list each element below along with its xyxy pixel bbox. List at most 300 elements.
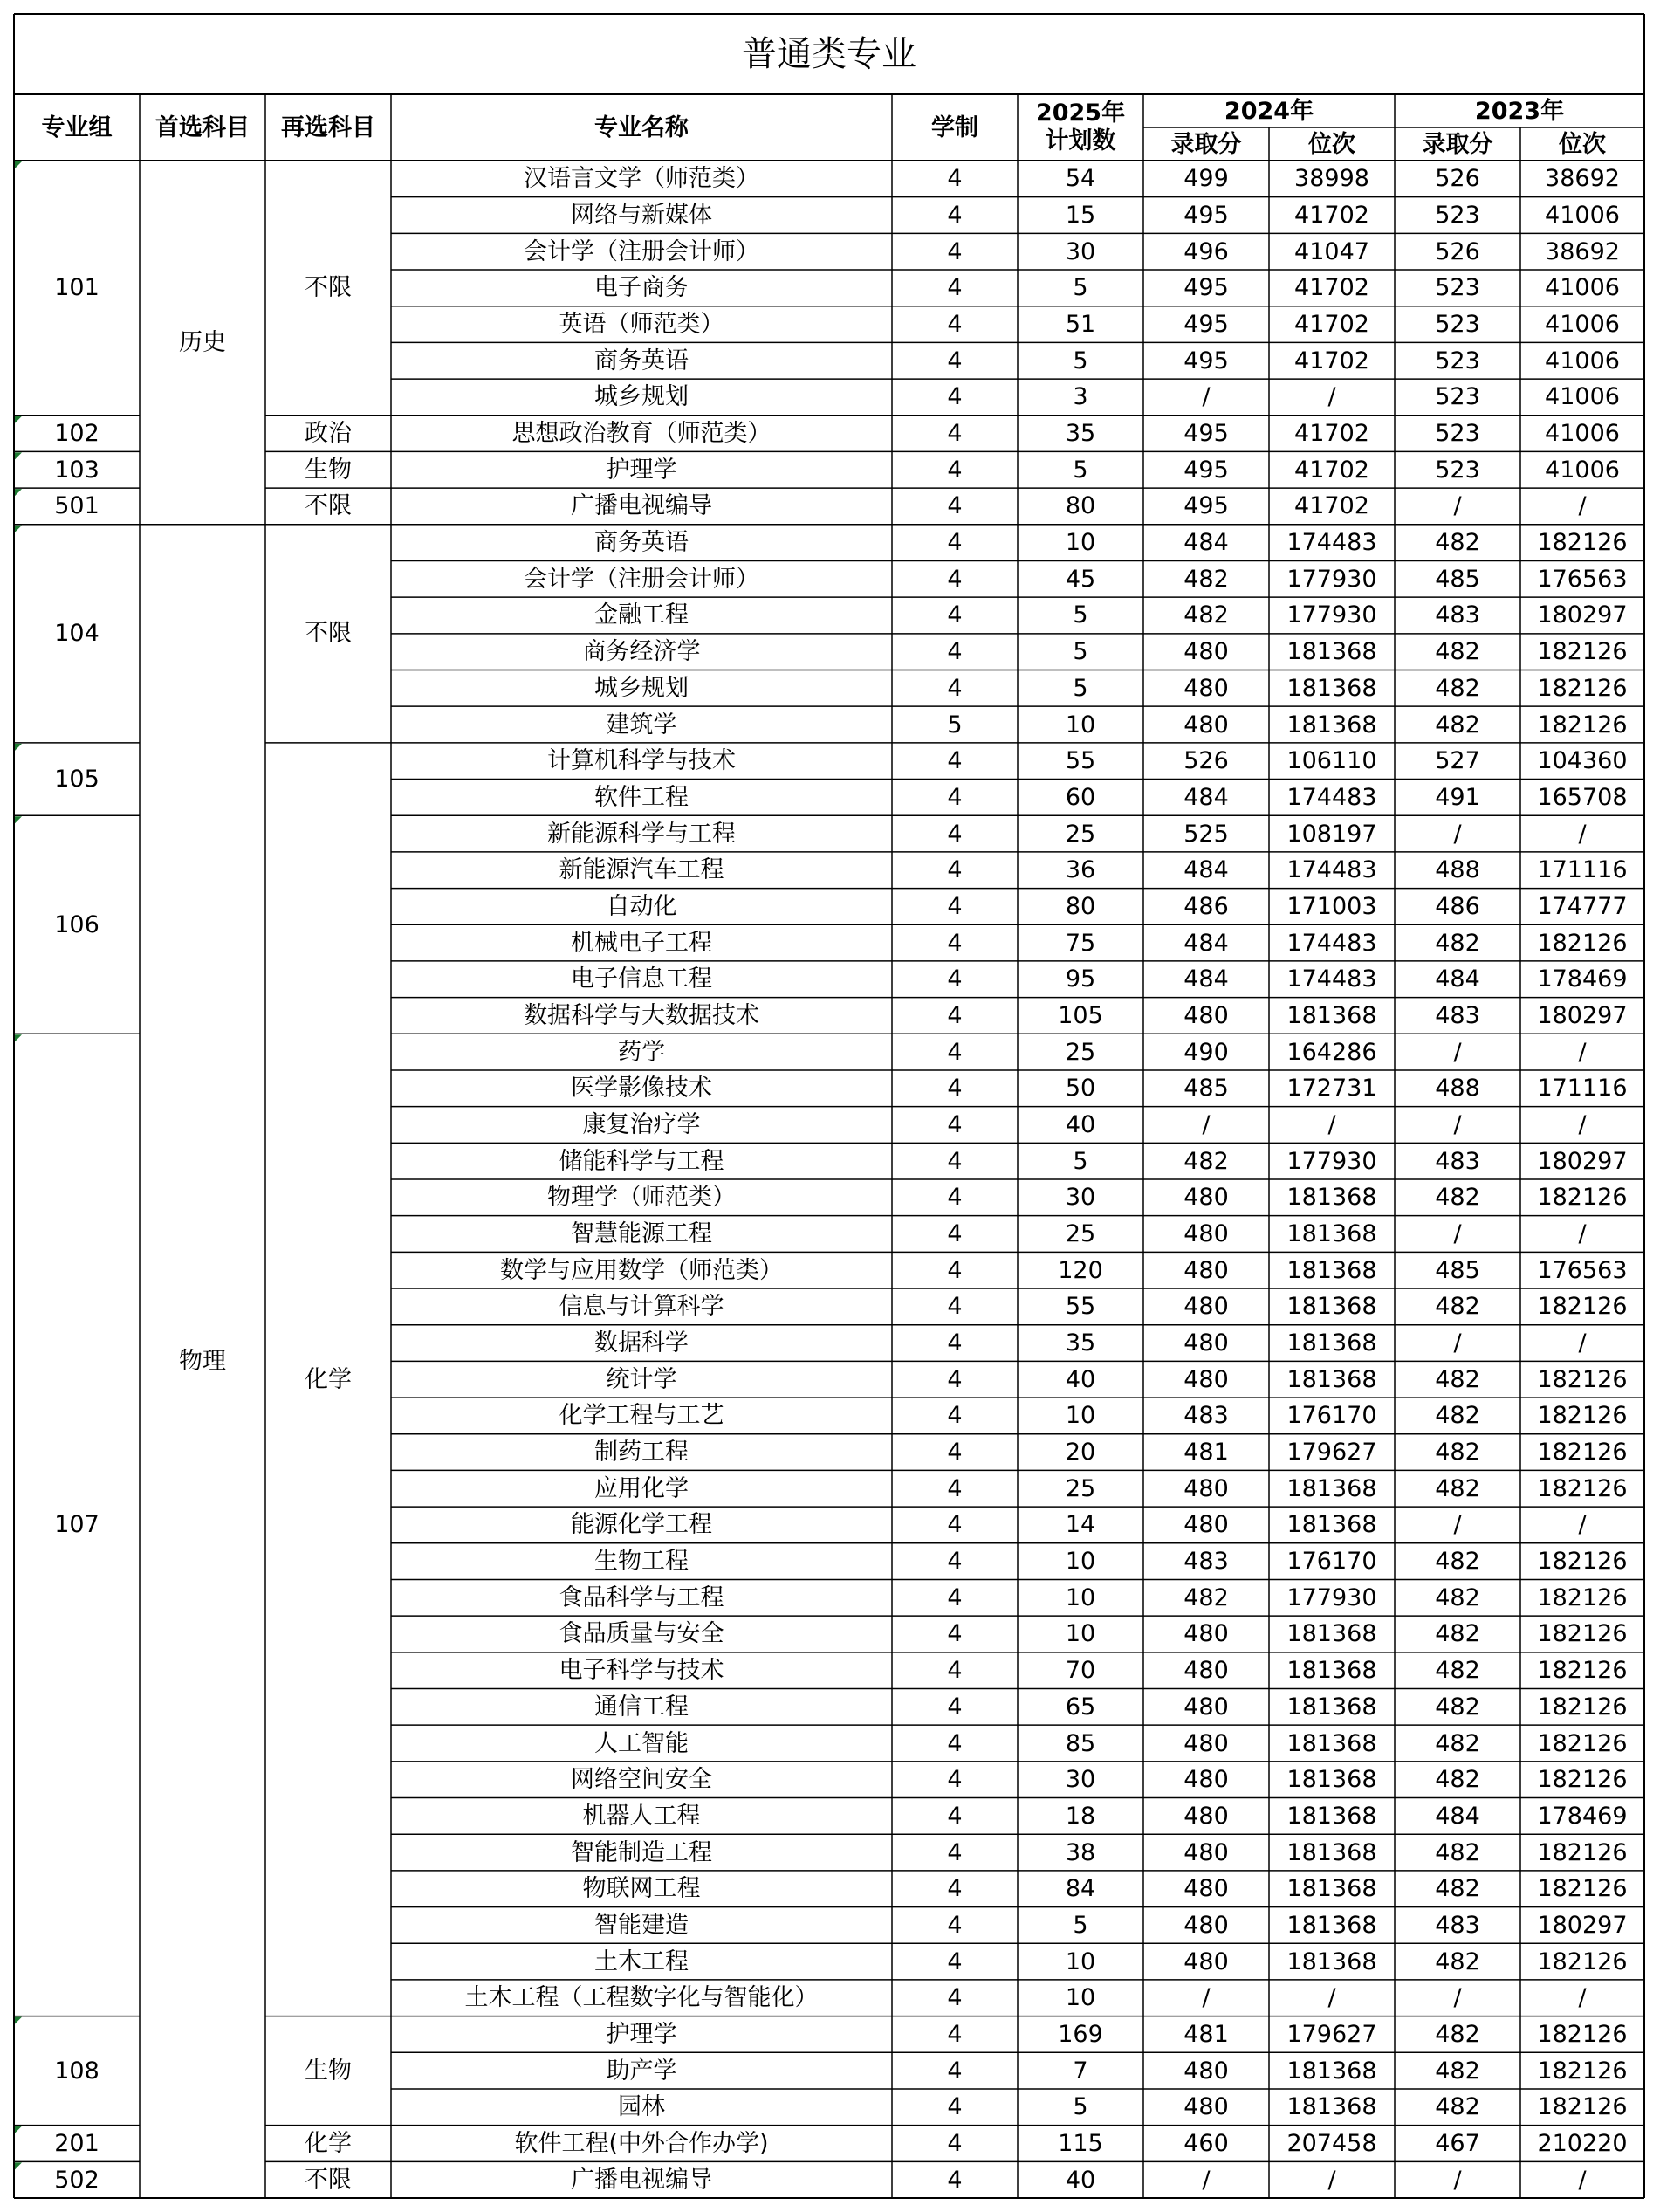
cell-rank-2024: 181368 — [1286, 1729, 1377, 1757]
cell-major-name: 土木工程（工程数字化与智能化） — [464, 1984, 819, 2012]
cell-rank-2023: 171116 — [1537, 1075, 1628, 1103]
table-title: 普通类专业 — [742, 34, 916, 74]
cell-score-2024: 480 — [1183, 1511, 1229, 1539]
cell-rank-2023: / — [1578, 2166, 1587, 2194]
cell-major-name: 网络空间安全 — [571, 1766, 712, 1794]
cell-duration: 4 — [947, 965, 963, 993]
cell-score-2024: 483 — [1183, 1402, 1229, 1430]
cell-score-2024: / — [1202, 383, 1211, 411]
cell-duration: 4 — [947, 1439, 963, 1467]
cell-score-2023: 482 — [1435, 1184, 1480, 1212]
cell-score-2024: 495 — [1183, 347, 1229, 374]
cell-rank-2024: 181368 — [1286, 1802, 1377, 1830]
cell-plan-count: 14 — [1065, 1511, 1096, 1539]
cell-plan-count: 5 — [1073, 347, 1088, 374]
cell-major-name: 园林 — [618, 2093, 665, 2121]
cell-rank-2024: 181368 — [1286, 1875, 1377, 1903]
cell-plan-count: 5 — [1073, 638, 1088, 666]
cell-plan-count: 3 — [1073, 383, 1088, 411]
cell-major-name: 医学影像技术 — [571, 1075, 712, 1103]
cell-plan-count: 51 — [1065, 311, 1096, 339]
cell-score-2024: 480 — [1183, 1184, 1229, 1212]
group-cell: 106 — [54, 910, 99, 938]
cell-rank-2023: 210220 — [1537, 2129, 1628, 2157]
cell-duration: 5 — [947, 711, 963, 738]
cell-score-2023: 482 — [1435, 1620, 1480, 1648]
cell-rank-2024: 176170 — [1286, 1548, 1377, 1576]
cell-score-2024: 480 — [1183, 1365, 1229, 1393]
cell-major-name: 商务经济学 — [582, 638, 701, 666]
cell-major-name: 广播电视编导 — [571, 492, 712, 520]
cell-score-2024: 482 — [1183, 565, 1229, 593]
cell-rank-2023: 174777 — [1537, 892, 1628, 920]
cell-rank-2023: 180297 — [1537, 601, 1628, 629]
cell-duration: 4 — [947, 1911, 963, 1939]
cell-score-2024: 480 — [1183, 1693, 1229, 1721]
cell-plan-count: 25 — [1065, 1474, 1096, 1502]
cell-score-2023: / — [1453, 492, 1462, 520]
cell-score-2024: 495 — [1183, 274, 1229, 302]
cell-major-name: 商务英语 — [594, 529, 689, 557]
cell-score-2024: 480 — [1183, 638, 1229, 666]
second-subject-cell: 化学 — [305, 2129, 352, 2157]
cell-score-2024: 480 — [1183, 1766, 1229, 1794]
first-subject-cell: 物理 — [179, 1347, 226, 1375]
cell-score-2023: 484 — [1435, 965, 1480, 993]
cell-duration: 4 — [947, 1948, 963, 1975]
cell-score-2024: / — [1202, 1110, 1211, 1138]
cell-plan-count: 25 — [1065, 1220, 1096, 1247]
cell-score-2024: 481 — [1183, 2020, 1229, 2048]
cell-major-name: 康复治疗学 — [582, 1110, 701, 1138]
cell-rank-2023: 182126 — [1537, 1402, 1628, 1430]
cell-major-name: 物联网工程 — [582, 1875, 701, 1903]
cell-score-2023: 488 — [1435, 856, 1480, 884]
cell-rank-2024: 181368 — [1286, 1838, 1377, 1866]
cell-duration: 4 — [947, 202, 963, 229]
cell-score-2023: 482 — [1435, 2020, 1480, 2048]
cell-score-2023: 482 — [1435, 929, 1480, 957]
second-subject-cell: 化学 — [305, 1365, 352, 1393]
cell-score-2024: 496 — [1183, 237, 1229, 265]
cell-major-name: 新能源汽车工程 — [559, 856, 724, 884]
cell-rank-2023: / — [1578, 1110, 1587, 1138]
cell-rank-2023: 182126 — [1537, 1583, 1628, 1611]
cell-rank-2023: 182126 — [1537, 1875, 1628, 1903]
header-2023-rank: 位次 — [1559, 130, 1606, 158]
cell-plan-count: 105 — [1058, 1001, 1103, 1029]
cell-major-name: 智能制造工程 — [571, 1838, 712, 1866]
cell-plan-count: 30 — [1065, 1184, 1096, 1212]
cell-score-2023: 523 — [1435, 274, 1480, 302]
cell-rank-2023: 41006 — [1545, 274, 1620, 302]
cell-rank-2023: 41006 — [1545, 420, 1620, 448]
cell-plan-count: 55 — [1065, 747, 1096, 775]
cell-score-2024: 480 — [1183, 1001, 1229, 1029]
cell-rank-2023: / — [1578, 1511, 1587, 1539]
cell-score-2024: 480 — [1183, 674, 1229, 702]
cell-rank-2023: 182126 — [1537, 2057, 1628, 2085]
cell-duration: 4 — [947, 311, 963, 339]
header-duration: 学制 — [931, 113, 978, 141]
cell-duration: 4 — [947, 747, 963, 775]
cell-rank-2024: 171003 — [1286, 892, 1377, 920]
cell-rank-2023: 182126 — [1537, 2020, 1628, 2048]
cell-rank-2023: 171116 — [1537, 856, 1628, 884]
cell-score-2024: 484 — [1183, 929, 1229, 957]
cell-rank-2024: 181368 — [1286, 1511, 1377, 1539]
cell-major-name: 金融工程 — [594, 601, 689, 629]
cell-major-name: 思想政治教育（师范类） — [511, 420, 772, 448]
cell-plan-count: 169 — [1058, 2020, 1103, 2048]
cell-score-2023: 482 — [1435, 1657, 1480, 1685]
second-subject-cell: 生物 — [305, 456, 352, 484]
first-subject-cell: 历史 — [179, 328, 226, 356]
cell-major-name: 城乡规划 — [594, 674, 689, 702]
cell-score-2023: 483 — [1435, 601, 1480, 629]
group-cell: 105 — [54, 766, 99, 793]
cell-rank-2023: 182126 — [1537, 1293, 1628, 1321]
cell-rank-2024: / — [1327, 1110, 1336, 1138]
cell-rank-2024: 41702 — [1294, 492, 1369, 520]
cell-plan-count: 30 — [1065, 237, 1096, 265]
cell-plan-count: 38 — [1065, 1838, 1096, 1866]
cell-score-2024: 480 — [1183, 1802, 1229, 1830]
cell-rank-2024: 181368 — [1286, 711, 1377, 738]
cell-plan-count: 5 — [1073, 1147, 1088, 1175]
cell-duration: 4 — [947, 1729, 963, 1757]
cell-score-2023: / — [1453, 820, 1462, 848]
cell-score-2024: 480 — [1183, 1911, 1229, 1939]
cell-major-name: 建筑学 — [606, 711, 677, 738]
cell-duration: 4 — [947, 1657, 963, 1685]
cell-rank-2024: 174483 — [1286, 856, 1377, 884]
cell-rank-2024: 177930 — [1286, 601, 1377, 629]
cell-rank-2024: / — [1327, 383, 1336, 411]
cell-rank-2023: 180297 — [1537, 1147, 1628, 1175]
cell-duration: 4 — [947, 1293, 963, 1321]
cell-rank-2024: 174483 — [1286, 929, 1377, 957]
cell-duration: 4 — [947, 892, 963, 920]
cell-plan-count: 80 — [1065, 892, 1096, 920]
cell-score-2024: 480 — [1183, 711, 1229, 738]
cell-score-2024: 490 — [1183, 1038, 1229, 1066]
cell-duration: 4 — [947, 929, 963, 957]
cell-plan-count: 36 — [1065, 856, 1096, 884]
cell-rank-2024: / — [1327, 1984, 1336, 2012]
cell-rank-2024: 164286 — [1286, 1038, 1377, 1066]
cell-plan-count: 15 — [1065, 202, 1096, 229]
cell-major-name: 护理学 — [606, 456, 677, 484]
cell-rank-2023: 178469 — [1537, 1802, 1628, 1830]
cell-duration: 4 — [947, 565, 963, 593]
cell-score-2023: 482 — [1435, 1875, 1480, 1903]
cell-rank-2023: 176563 — [1537, 565, 1628, 593]
cell-score-2024: 460 — [1183, 2129, 1229, 2157]
cell-plan-count: 60 — [1065, 783, 1096, 811]
header-second-subject: 再选科目 — [281, 113, 375, 141]
cell-rank-2024: 181368 — [1286, 1948, 1377, 1975]
cell-rank-2024: 181368 — [1286, 2093, 1377, 2121]
second-subject-cell: 不限 — [305, 2166, 352, 2194]
cell-duration: 4 — [947, 2020, 963, 2048]
cell-rank-2024: 181368 — [1286, 1220, 1377, 1247]
cell-score-2023: 523 — [1435, 202, 1480, 229]
group-cell: 103 — [54, 456, 99, 484]
group-cell: 102 — [54, 420, 99, 448]
cell-major-name: 电子科学与技术 — [559, 1657, 724, 1685]
cell-score-2023: 526 — [1435, 165, 1480, 193]
cell-duration: 4 — [947, 638, 963, 666]
cell-duration: 4 — [947, 1220, 963, 1247]
cell-rank-2023: 41006 — [1545, 311, 1620, 339]
cell-major-name: 数据科学 — [594, 1329, 689, 1357]
cell-score-2024: 495 — [1183, 492, 1229, 520]
cell-duration: 4 — [947, 237, 963, 265]
cell-rank-2023: 176563 — [1537, 1256, 1628, 1284]
cell-major-name: 食品质量与安全 — [559, 1620, 724, 1648]
cell-rank-2024: 181368 — [1286, 1184, 1377, 1212]
cell-rank-2024: 174483 — [1286, 783, 1377, 811]
group-cell: 101 — [54, 274, 99, 302]
cell-score-2024: 484 — [1183, 856, 1229, 884]
cell-score-2024: 495 — [1183, 311, 1229, 339]
cell-major-name: 应用化学 — [594, 1474, 689, 1502]
cell-duration: 4 — [947, 2166, 963, 2194]
cell-rank-2024: 41702 — [1294, 202, 1369, 229]
cell-score-2024: 495 — [1183, 420, 1229, 448]
cell-plan-count: 10 — [1065, 529, 1096, 557]
cell-major-name: 土木工程 — [594, 1948, 689, 1975]
cell-score-2023: / — [1453, 1511, 1462, 1539]
cell-major-name: 护理学 — [606, 2020, 677, 2048]
cell-score-2023: 526 — [1435, 237, 1480, 265]
cell-rank-2024: 41047 — [1294, 237, 1369, 265]
cell-rank-2024: 181368 — [1286, 1766, 1377, 1794]
cell-score-2023: 483 — [1435, 1147, 1480, 1175]
header-first-subject: 首选科目 — [155, 113, 250, 141]
cell-duration: 4 — [947, 1474, 963, 1502]
header-plan — [1018, 94, 1143, 161]
cell-rank-2023: / — [1578, 1984, 1587, 2012]
cell-rank-2023: 41006 — [1545, 347, 1620, 374]
group-cell: 108 — [54, 2057, 99, 2085]
cell-duration: 4 — [947, 1402, 963, 1430]
cell-plan-count: 115 — [1058, 2129, 1103, 2157]
cell-score-2023: 523 — [1435, 347, 1480, 374]
cell-score-2024: 480 — [1183, 1875, 1229, 1903]
cell-plan-count: 10 — [1065, 1948, 1096, 1975]
cell-score-2024: 495 — [1183, 456, 1229, 484]
cell-duration: 4 — [947, 1693, 963, 1721]
cell-rank-2023: 182126 — [1537, 529, 1628, 557]
cell-score-2024: 525 — [1183, 820, 1229, 848]
cell-duration: 4 — [947, 1802, 963, 1830]
cell-plan-count: 5 — [1073, 601, 1088, 629]
cell-rank-2024: 172731 — [1286, 1075, 1377, 1103]
second-subject-cell: 不限 — [305, 620, 352, 648]
cell-rank-2023: / — [1578, 820, 1587, 848]
cell-rank-2023: / — [1578, 1038, 1587, 1066]
cell-rank-2024: 181368 — [1286, 1293, 1377, 1321]
cell-major-name: 能源化学工程 — [571, 1511, 712, 1539]
cell-rank-2023: 38692 — [1545, 165, 1620, 193]
cell-major-name: 软件工程(中外合作办学) — [514, 2129, 769, 2157]
cell-plan-count: 5 — [1073, 1911, 1088, 1939]
cell-rank-2023: 182126 — [1537, 1620, 1628, 1648]
cell-duration: 4 — [947, 674, 963, 702]
cell-rank-2023: 182126 — [1537, 1766, 1628, 1794]
cell-rank-2024: / — [1327, 2166, 1336, 2194]
cell-major-name: 机器人工程 — [582, 1802, 701, 1830]
cell-score-2023: 483 — [1435, 1911, 1480, 1939]
cell-score-2023: 523 — [1435, 383, 1480, 411]
second-subject-cell: 政治 — [305, 420, 352, 448]
cell-plan-count: 120 — [1058, 1256, 1103, 1284]
cell-score-2023: / — [1453, 2166, 1462, 2194]
cell-rank-2024: 177930 — [1286, 1583, 1377, 1611]
cell-plan-count: 25 — [1065, 820, 1096, 848]
group-cell: 201 — [54, 2129, 99, 2157]
cell-plan-count: 10 — [1065, 1548, 1096, 1576]
cell-rank-2023: 182126 — [1537, 1365, 1628, 1393]
second-subject-cell: 生物 — [305, 2057, 352, 2085]
header-plan-count: 计划数 — [1045, 127, 1116, 155]
second-subject-cell: 不限 — [305, 492, 352, 520]
cell-major-name: 广播电视编导 — [571, 2166, 712, 2194]
cell-major-name: 生物工程 — [594, 1548, 689, 1576]
cell-rank-2024: 181368 — [1286, 638, 1377, 666]
cell-score-2024: 480 — [1183, 1329, 1229, 1357]
cell-rank-2024: 179627 — [1286, 1439, 1377, 1467]
cell-major-name: 物理学（师范类） — [547, 1184, 736, 1212]
cell-rank-2024: 41702 — [1294, 347, 1369, 374]
cell-rank-2023: 178469 — [1537, 965, 1628, 993]
cell-rank-2024: 174483 — [1286, 965, 1377, 993]
cell-score-2024: 484 — [1183, 529, 1229, 557]
cell-score-2024: 482 — [1183, 1583, 1229, 1611]
cell-rank-2024: 41702 — [1294, 456, 1369, 484]
cell-score-2024: 480 — [1183, 1948, 1229, 1975]
group-cell: 501 — [54, 492, 99, 520]
cell-score-2023: 486 — [1435, 892, 1480, 920]
cell-rank-2024: 181368 — [1286, 2057, 1377, 2085]
cell-major-name: 电子商务 — [594, 274, 689, 302]
cell-score-2023: 482 — [1435, 1729, 1480, 1757]
cell-rank-2024: 181368 — [1286, 1474, 1377, 1502]
cell-score-2024: 484 — [1183, 965, 1229, 993]
cell-duration: 4 — [947, 1511, 963, 1539]
cell-duration: 4 — [947, 347, 963, 374]
cell-rank-2023: 180297 — [1537, 1911, 1628, 1939]
cell-rank-2024: 179627 — [1286, 2020, 1377, 2048]
cell-duration: 4 — [947, 529, 963, 557]
cell-rank-2023: 180297 — [1537, 1001, 1628, 1029]
cell-plan-count: 40 — [1065, 2166, 1096, 2194]
cell-score-2024: 526 — [1183, 747, 1229, 775]
cell-score-2023: 488 — [1435, 1075, 1480, 1103]
cell-duration: 4 — [947, 1329, 963, 1357]
cell-duration: 4 — [947, 1548, 963, 1576]
cell-plan-count: 5 — [1073, 2093, 1088, 2121]
cell-plan-count: 55 — [1065, 1293, 1096, 1321]
header-year-2023: 2023年 — [1474, 97, 1565, 125]
cell-score-2024: 480 — [1183, 1220, 1229, 1247]
cell-score-2024: / — [1202, 2166, 1211, 2194]
cell-rank-2023: 182126 — [1537, 1439, 1628, 1467]
cell-rank-2024: 181368 — [1286, 1001, 1377, 1029]
header-2024-score: 录取分 — [1170, 130, 1242, 158]
cell-rank-2023: 182126 — [1537, 1948, 1628, 1975]
cell-rank-2024: 38998 — [1294, 165, 1369, 193]
cell-rank-2024: 108197 — [1286, 820, 1377, 848]
cell-rank-2024: 181368 — [1286, 1365, 1377, 1393]
cell-score-2023: 483 — [1435, 1001, 1480, 1029]
cell-rank-2023: 182126 — [1537, 711, 1628, 738]
cell-score-2024: 499 — [1183, 165, 1229, 193]
cell-score-2023: 482 — [1435, 674, 1480, 702]
cell-score-2024: 486 — [1183, 892, 1229, 920]
cell-plan-count: 80 — [1065, 492, 1096, 520]
cell-major-name: 新能源科学与工程 — [547, 820, 736, 848]
cell-score-2023: 482 — [1435, 1365, 1480, 1393]
cell-score-2024: 484 — [1183, 783, 1229, 811]
cell-plan-count: 35 — [1065, 420, 1096, 448]
cell-rank-2023: 182126 — [1537, 1838, 1628, 1866]
cell-rank-2024: 177930 — [1286, 565, 1377, 593]
cell-duration: 4 — [947, 1001, 963, 1029]
cell-rank-2023: / — [1578, 492, 1587, 520]
cell-duration: 4 — [947, 492, 963, 520]
cell-plan-count: 10 — [1065, 1620, 1096, 1648]
cell-score-2023: 482 — [1435, 1766, 1480, 1794]
cell-plan-count: 65 — [1065, 1693, 1096, 1721]
cell-plan-count: 50 — [1065, 1075, 1096, 1103]
cell-plan-count: 5 — [1073, 456, 1088, 484]
cell-score-2024: 480 — [1183, 1256, 1229, 1284]
cell-duration: 4 — [947, 1075, 963, 1103]
cell-major-name: 数据科学与大数据技术 — [524, 1001, 759, 1029]
cell-rank-2024: 174483 — [1286, 529, 1377, 557]
cell-rank-2023: 41006 — [1545, 202, 1620, 229]
cell-rank-2024: 106110 — [1286, 747, 1377, 775]
cell-score-2024: 480 — [1183, 1293, 1229, 1321]
cell-plan-count: 10 — [1065, 1402, 1096, 1430]
cell-score-2024: 483 — [1183, 1548, 1229, 1576]
cell-rank-2024: 41702 — [1294, 311, 1369, 339]
cell-duration: 4 — [947, 820, 963, 848]
cell-rank-2024: 41702 — [1294, 274, 1369, 302]
cell-duration: 4 — [947, 1766, 963, 1794]
cell-major-name: 会计学（注册会计师） — [524, 237, 759, 265]
cell-rank-2024: 181368 — [1286, 1620, 1377, 1648]
cell-score-2023: 482 — [1435, 1948, 1480, 1975]
cell-rank-2023: 104360 — [1537, 747, 1628, 775]
cell-major-name: 会计学（注册会计师） — [524, 565, 759, 593]
cell-plan-count: 25 — [1065, 1038, 1096, 1066]
cell-score-2023: 482 — [1435, 2057, 1480, 2085]
cell-rank-2023: 41006 — [1545, 456, 1620, 484]
cell-score-2024: 481 — [1183, 1439, 1229, 1467]
cell-major-name: 药学 — [618, 1038, 665, 1066]
cell-major-name: 城乡规划 — [594, 383, 689, 411]
group-cell: 104 — [54, 620, 99, 648]
cell-duration: 4 — [947, 2093, 963, 2121]
cell-score-2023: 523 — [1435, 456, 1480, 484]
cell-score-2023: 467 — [1435, 2129, 1480, 2157]
cell-duration: 4 — [947, 1365, 963, 1393]
cell-duration: 4 — [947, 1110, 963, 1138]
